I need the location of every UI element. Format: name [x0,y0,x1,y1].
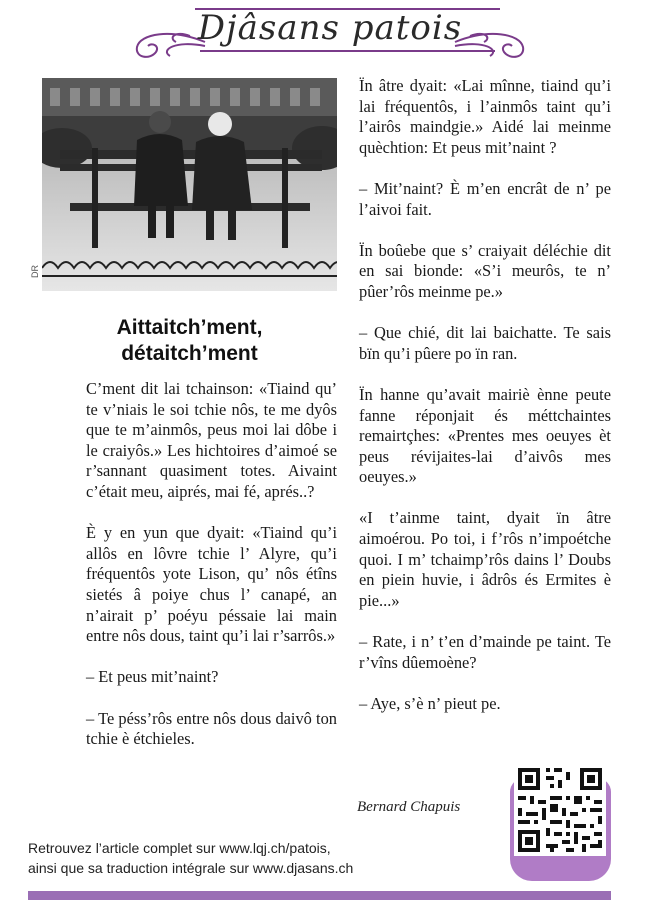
article-column-right [359,76,611,714]
paragraph: Ïn boûebe que s’ craiyait déléchie dit en sai bionde: «S’i meurôs, te n’ pûer’rôs meinme pe.» [359,240,611,301]
bottom-accent-bar [28,891,611,900]
footer-line-article-link[interactable]: Retrouvez l’article complet sur www.lqj.ch/patois, [28,840,331,856]
photo-credit: DR [30,265,40,278]
paragraph: – Rate, i n’ t’en d’mainde pe taint. Te r’vîns dûemoène? [359,632,611,672]
publication-title: Djâsans patois [197,8,463,48]
article-column-left [86,379,337,750]
header-banner [0,0,660,70]
paragraph: Ïn hanne qu’avait mairiè ènne peute fanne réponjait és méttchaintes remairtçhes: «Prentes mes oeuyes èt peus révijaites-lai d’aivôs mes oeuyes.» [359,384,611,487]
paragraph: – Aye, s’è n’ pieut pe. [359,693,501,713]
paragraph: – Que chié, dit lai baichatte. Te sais bïn qu’i pûere po ïn ran. [359,323,611,363]
paragraph: È y en yun que dyait: «Tiaind qu’i allôs en lôvre tchie l’ Alyre, qu’i fréquentôs yote Lison, qu’ nôs étîns sietés â poiye chus l’ canapé, an n’airait p’ poéyu péssaie lai main entre nôs dous, taint qu’i lai r’sarrôs.» [86,523,337,646]
paragraph: – Et peus mit’naint? [86,667,219,687]
article-title-line1: Aittaitch’ment, [116,316,263,339]
author-signature: Bernard Chapuis [357,799,461,815]
article-title-line2: détaitch’ment [121,342,258,365]
paragraph: C’ment dit lai tchainson: «Tiaind qu’ te v’niais le soi tchie nôs, te me dyôs que te m’ainmôs, peus moi lai dôbe i le craiyôs.» Les hichtoires d’aimoé se r’sannant quasiment totes. Aivaint c’était meu, aiprés, mai fé, aprés..? [86,379,337,501]
paragraph: Ïn âtre dyait: «Lai mînne, tiaind qu’i lai fréquentôs, i l’ainmôs taint qu’i l’airôs maindgie.» Aidé lai meinme quèchtion: Et peus mit’naint ? [359,76,611,157]
article-photo [42,78,337,291]
footer-line-translation-link[interactable]: ainsi que sa traduction intégrale sur www.djasans.ch [28,860,354,876]
footer-text [28,838,353,878]
paragraph: – Te péss’rôs entre nôs dous daivô ton tchie è étchieles. [86,708,337,749]
paragraph: «I t’ainme taint, dyait ïn âtre aimoérou. Po toi, i f’rôs n’impoétche quoi. I m’ tchaimp’rôs dains l’ Doubs en piein huvie, i âdrôs és Ermites è pie...» [359,508,611,610]
qr-code-icon[interactable] [514,764,606,861]
paragraph: – Mit’naint? È m’en encrât de n’ pe l’aivoi fait. [359,178,611,219]
article-title [42,315,337,367]
